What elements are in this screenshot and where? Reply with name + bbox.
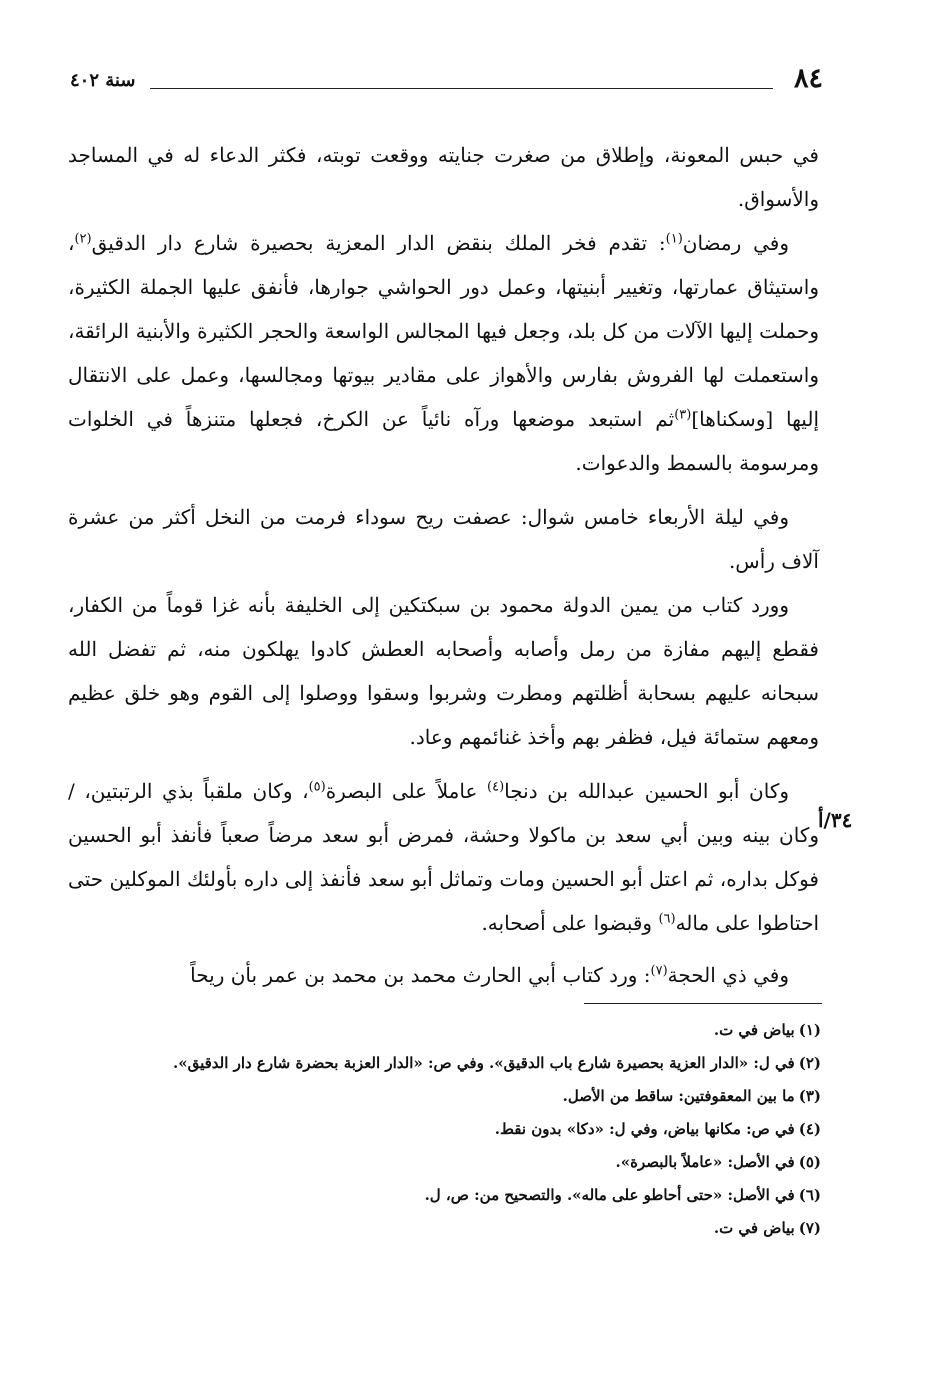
footnote-text: في الأصل: «عاملاً بالبصرة». <box>615 1153 795 1171</box>
footnote-number: (٦) <box>798 1186 821 1204</box>
footnote-number: (١) <box>798 1021 821 1039</box>
paragraph-text: وقبضوا على أصحابه. <box>481 911 659 935</box>
footnote <box>68 1014 821 1047</box>
paragraph <box>68 769 819 945</box>
footnote-ref: (٥) <box>308 779 326 795</box>
footnote-text: في الأصل: «حتى أحاطو على ماله». والتصحيح من: ص، ل. <box>424 1186 795 1204</box>
main-text <box>68 133 819 997</box>
page-number: ٨٤ <box>793 63 823 94</box>
running-head: سنة ٤٠٢ <box>70 70 136 91</box>
footnote-ref: (٧) <box>650 963 668 979</box>
footnote-ref: (٣) <box>674 407 692 423</box>
footnote-text: في ل: «الدار العزية بحصيرة شارع باب الدقيق». وفي ص: «الدار العزبة بحضرة شارع دار الدقيق». <box>172 1054 795 1072</box>
footnote-ref: (٤) <box>487 779 505 795</box>
footnote-number: (٣) <box>798 1087 821 1105</box>
footnote-number: (٧) <box>798 1219 821 1237</box>
footnote-rule <box>584 1003 822 1004</box>
paragraph-text: : تقدم فخر الملك بنقض الدار المعزية بحصيرة شارع دار الدقيق <box>91 231 666 255</box>
footnote <box>68 1080 821 1113</box>
footnote-number: (٤) <box>798 1120 821 1138</box>
paragraph <box>68 953 819 997</box>
page-header <box>70 62 823 102</box>
paragraph-text: وورد كتاب من يمين الدولة محمود بن سبكتكين إلى الخليفة بأنه غزا قوماً من الكفار، فقطع إليهم مفازة من رمل وأصابه وأصحابه العطش كادوا يهلكون منه، ثم تفضل الله سبحانه عليهم بسحابة أظلتهم ومطرت وشربوا وسقوا ووصلوا إلى القوم وهو خلق عظيم ومعهم ستمائة فيل، فظفر بهم وأخذ غنائمهم وعاد. <box>68 593 819 749</box>
paragraph-text: ثم استبعد موضعها ورآه نائياً عن الكرخ، فجعلها متنزهاً في الخلوات ومرسومة بالسمط والدعوات. <box>68 407 819 475</box>
footnote-number: (٢) <box>798 1054 821 1072</box>
footnote <box>68 1047 821 1080</box>
paragraph-text: في حبس المعونة، وإطلاق من صغرت جنايته ووقعت توبته، فكثر الدعاء له في المساجد والأسواق. <box>68 143 819 211</box>
footnote <box>68 1146 821 1179</box>
paragraph-text: ، وكان ملقباً بذي الرتبتين، / وكان بينه وبين أبي سعد بن ماكولا وحشة، فمرض أبو سعد مرضاً صعباً فأنفذ أبو الحسين فوكل بداره، ثم اعتل أبو الحسين ومات وتماثل أبو سعد فأنفذ إلى داره بأولئك الموكلين حتى احتاطوا على ماله <box>68 779 819 935</box>
footnote-text: ما بين المعقوفتين: ساقط من الأصل. <box>562 1087 795 1105</box>
footnote <box>68 1113 821 1146</box>
paragraph-text: وفي ذي الحجة <box>667 963 789 987</box>
manuscript-folio-marker: ٣٤/أ <box>818 808 853 832</box>
footnote-number: (٥) <box>798 1153 821 1171</box>
paragraph <box>68 583 819 759</box>
header-rule <box>150 88 773 89</box>
footnote-text: في ص: مكانها بياض، وفي ل: «دكا» بدون نقط. <box>494 1120 795 1138</box>
paragraph <box>68 133 819 221</box>
paragraph <box>68 495 819 583</box>
paragraph-text: ، واستيثاق عمارتها، وتغيير أبنيتها، وعمل دور الحواشي جوارها، فأنفق عليها الجملة الكثيرة، وحملت إليها الآلات من كل بلد، وجعل فيها المجالس الواسعة والحجر الكثيرة والأبنية الرائقة، واستعملت لها الفروش بفارس والأهواز على مقادير بيوتها ومجالسها، وعمل على الانتقال إليها [وسكناها] <box>68 231 819 431</box>
footnote-text: بياض في ت. <box>713 1219 795 1237</box>
footnotes <box>68 1014 821 1245</box>
footnote <box>68 1179 821 1212</box>
paragraph-text: وكان أبو الحسين عبدالله بن دنجا <box>504 779 790 803</box>
footnote-text: بياض في ت. <box>713 1021 795 1039</box>
paragraph-text: عاملاً على البصرة <box>325 779 487 803</box>
paragraph-text: وفي رمضان <box>682 231 789 255</box>
footnote-ref: (٦) <box>658 911 676 927</box>
footnote <box>68 1212 821 1245</box>
paragraph-text: وفي ليلة الأربعاء خامس شوال: عصفت ريح سوداء فرمت من النخل أكثر من عشرة آلاف رأس. <box>68 505 819 573</box>
paragraph-text: : ورد كتاب أبي الحارث محمد بن محمد بن عمر بأن ريحاً <box>190 963 651 987</box>
footnote-ref: (٢) <box>74 231 92 247</box>
paragraph <box>68 221 819 485</box>
footnote-ref: (١) <box>665 231 683 247</box>
